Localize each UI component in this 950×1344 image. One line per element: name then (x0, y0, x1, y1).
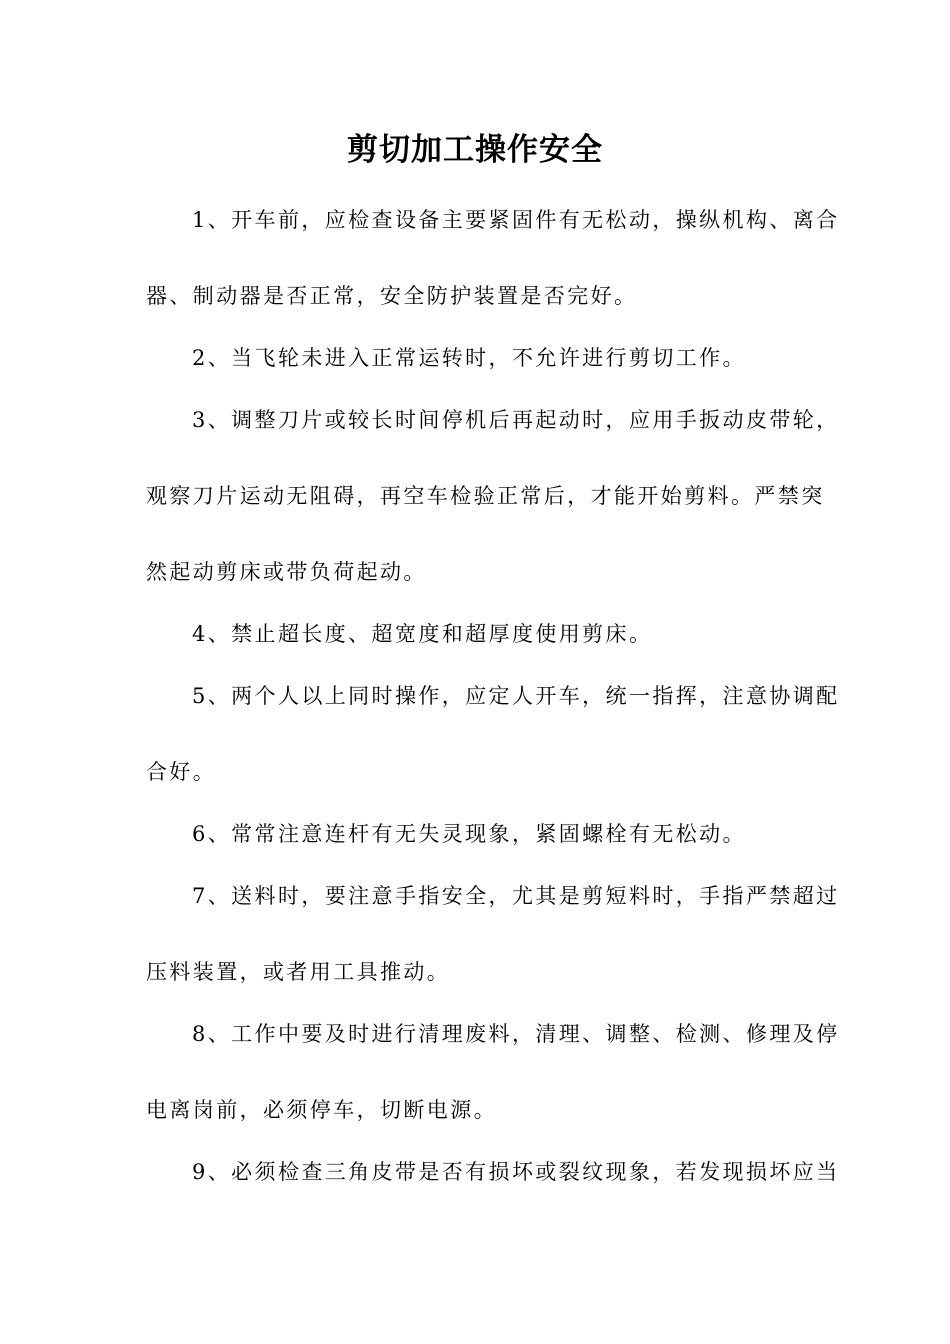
paragraph-line: 压料装置，或者用工具推动。 (146, 960, 451, 984)
paragraph-line: 5、两个人以上同时操作，应定人开车，统一指挥，注意协调配 (192, 684, 840, 708)
paragraph-9 (146, 1158, 840, 1187)
document-title: 剪切加工操作安全 (347, 132, 603, 168)
paragraph-line: 6、常常注意连杆有无失灵现象，紧固螺栓有无松动。 (192, 822, 746, 846)
paragraph-line: 观察刀片运动无阻碍，再空车检验正常后，才能开始剪料。严禁突 (146, 484, 825, 508)
paragraph-line: 合好。 (146, 760, 217, 784)
paragraph-8 (146, 1020, 840, 1125)
paragraph-line: 4、禁止超长度、超宽度和超厚度使用剪床。 (192, 622, 653, 646)
paragraph-2 (146, 344, 810, 373)
paragraph-line: 7、送料时，要注意手指安全，尤其是剪短料时，手指严禁超过 (192, 884, 840, 908)
paragraph-line: 8、工作中要及时进行清理废料，清理、调整、检测、修理及停 (192, 1022, 840, 1046)
paragraph-line: 器、制动器是否正常，安全防护装置是否完好。 (146, 284, 638, 308)
paragraph-7 (146, 882, 840, 987)
paragraph-6 (146, 820, 810, 849)
paragraph-line: 1、开车前，应检查设备主要紧固件有无松动，操纵机构、离合 (192, 208, 840, 232)
paragraph-5 (146, 682, 840, 787)
paragraph-4 (146, 620, 810, 649)
document-body (146, 206, 840, 1234)
paragraph-line: 电离岗前，必须停车，切断电源。 (146, 1098, 497, 1122)
paragraph-line: 然起动剪床或带负荷起动。 (146, 560, 427, 584)
paragraph-1 (146, 206, 840, 311)
paragraph-line: 9、必须检查三角皮带是否有损坏或裂纹现象，若发现损坏应当 (192, 1160, 840, 1184)
paragraph-line: 3、调整刀片或较长时间停机后再起动时，应用手扳动皮带轮， (192, 408, 840, 432)
paragraph-line: 2、当飞轮未进入正常运转时，不允许进行剪切工作。 (192, 346, 746, 370)
paragraph-3 (146, 406, 840, 587)
